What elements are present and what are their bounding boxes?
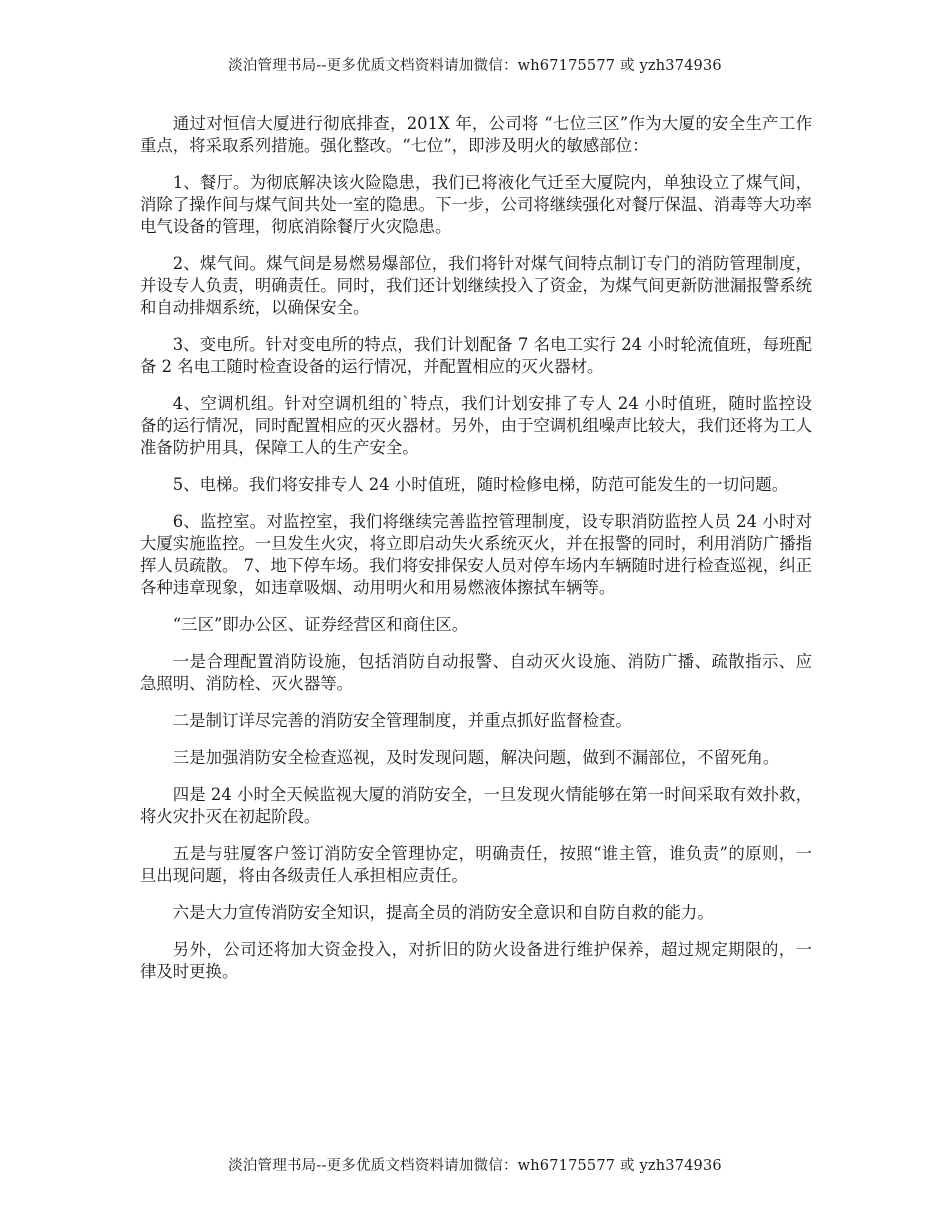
page-footer: 淡泊管理书局--更多优质文档资料请加微信：wh67175577 或 yzh374936: [228, 1158, 722, 1174]
page-header: 淡泊管理书局--更多优质文档资料请加微信：wh67175577 或 yzh374936: [228, 58, 722, 74]
paragraph-intro: 通过对恒信大厦进行彻底排查，201X 年，公司将 “七位三区”作为大厦的安全生产工作重点，将采取系列措施。强化整改。“七位”，即涉及明火的敏感部位：: [140, 114, 812, 155]
paragraph-measure-4: 四是 24 小时全天候监视大厦的消防安全，一旦发现火情能够在第一时间采取有效扑救，将火灾扑灭在初起阶段。: [140, 785, 812, 826]
paragraph-three-zones: “三区”即办公区、证券经营区和商住区。: [172, 615, 469, 634]
paragraph-conclusion: 另外，公司还将加大资金投入，对折旧的防火设备进行维护保养，超过规定期限的，一律及时更换。: [140, 940, 812, 981]
paragraph-item-5-elevator: 5、电梯。我们将安排专人 24 小时值班，随时检修电梯，防范可能发生的一切问题。: [172, 475, 789, 494]
paragraph-measure-1: 一是合理配置消防设施，包括消防自动报警、自动灭火设施、消防广播、疏散指示、应急照明、消防栓、灭火器等。: [140, 652, 812, 693]
paragraph-measure-3: 三是加强消防安全检查巡视，及时发现问题，解决问题，做到不漏部位，不留死角。: [172, 748, 780, 767]
paragraph-measure-2: 二是制订详尽完善的消防安全管理制度，并重点抓好监督检查。: [172, 711, 632, 730]
paragraph-measure-6: 六是大力宣传消防安全知识，提高全员的消防安全意识和自防自救的能力。: [172, 903, 714, 922]
paragraph-item-3-substation: 3、变电所。针对变电所的特点，我们计划配备 7 名电工实行 24 小时轮流值班，每班配备 2 名电工随时检查设备的运行情况，并配置相应的灭火器材。: [140, 335, 812, 376]
paragraph-item-1-restaurant: 1、餐厅。为彻底解决该火险隐患，我们已将液化气迁至大厦院内，单独设立了煤气间，消除了操作间与煤气间共处一室的隐患。下一步，公司将继续强化对餐厅保温、消毒等大功率电气设备的管理，彻底消除餐厅火灾隐患。: [140, 173, 813, 236]
paragraph-item-4-air-conditioning: 4、空调机组。针对空调机组的`特点，我们计划安排了专人 24 小时值班，随时监控设备的运行情况，同时配置相应的灭火器材。另外，由于空调机组噪声比较大，我们还将为工人准备防护用具，保障工人的生产安全。: [140, 394, 813, 457]
paragraph-measure-5: 五是与驻厦客户签订消防安全管理协定，明确责任，按照“谁主管，谁负责”的原则，一旦出现问题，将由各级责任人承担相应责任。: [140, 844, 812, 885]
document-body: [140, 113, 812, 998]
paragraph-item-6-7-monitoring-parking: 6、监控室。对监控室，我们将继续完善监控管理制度，设专职消防监控人员 24 小时对大厦实施监控。一旦发生火灾，将立即启动失火系统灭火，并在报警的同时，利用消防广播指挥人员疏散。 7、地下停车场。我们将安排保安人员对停车场内车辆随时进行检查巡视，纠正各种违章现象，如违章吸烟、动用明火和用易燃液体擦拭车辆等。: [140, 512, 813, 597]
paragraph-item-2-gas-room: 2、煤气间。煤气间是易燃易爆部位，我们将针对煤气间特点制订专门的消防管理制度，并设专人负责，明确责任。同时，我们还计划继续投入了资金，为煤气间更新防泄漏报警系统和自动排烟系统，以确保安全。: [140, 254, 813, 317]
